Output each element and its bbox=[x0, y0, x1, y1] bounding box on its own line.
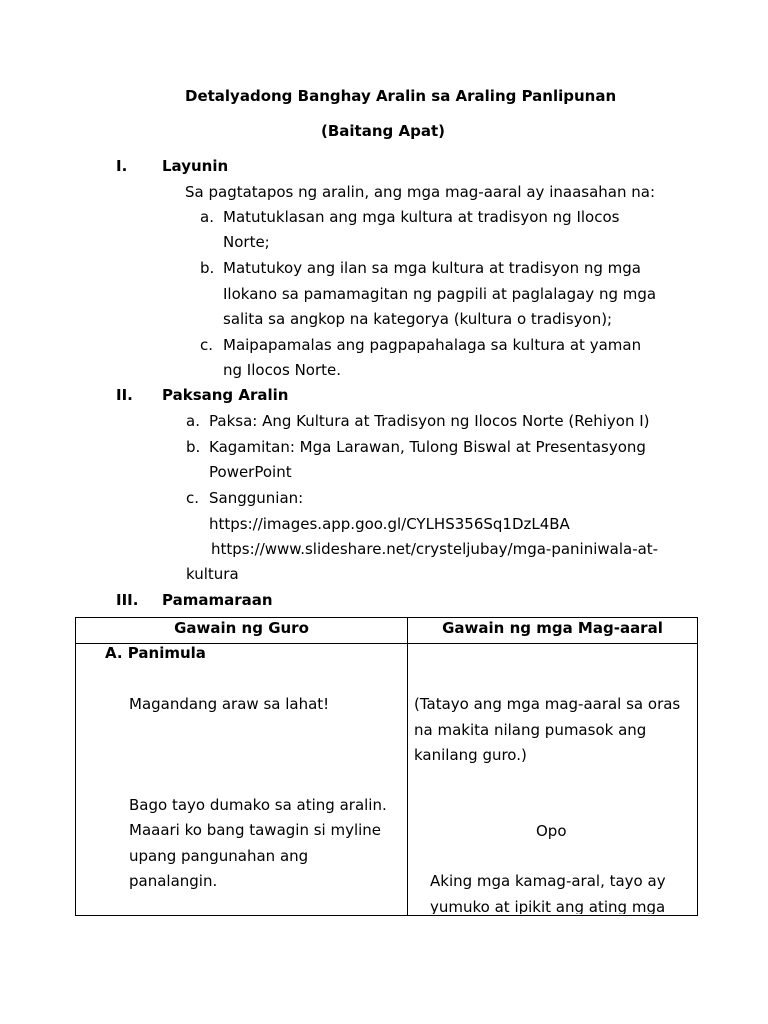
magaaral-response-line: na makita nilang pumasok ang bbox=[414, 721, 647, 739]
magaaral-response-line: kanilang guro.) bbox=[414, 746, 527, 764]
list-item-line: Matutuklasan ang mga kultura at tradisyon ng Ilocos bbox=[223, 208, 620, 226]
magaaral-prayer-line: Aking mga kamag-aral, tayo ay bbox=[430, 872, 666, 890]
table-header-row bbox=[76, 618, 698, 644]
magaaral-response-line: (Tatayo ang mga mag-aaral sa oras bbox=[414, 695, 681, 713]
table-header-guro: Gawain ng Guro bbox=[76, 618, 408, 644]
list-marker: c. bbox=[200, 336, 214, 354]
document-title: Detalyadong Banghay Aralin sa Araling Panlipunan bbox=[185, 87, 617, 105]
section-numeral-paksang-aralin: II. bbox=[116, 386, 133, 404]
list-item-line: salita sa angkop na kategorya (kultura o tradisyon); bbox=[223, 310, 613, 328]
list-marker: b. bbox=[200, 259, 215, 277]
section-numeral-layunin: I. bbox=[116, 157, 128, 175]
guro-prayer-line: upang pangunahan ang bbox=[129, 847, 309, 865]
guro-cell bbox=[76, 644, 408, 916]
magaaral-prayer-line: yumuko at ipikit ang ating mga bbox=[430, 900, 666, 914]
list-item-line: Matutukoy ang ilan sa mga kultura at tradisyon ng mga bbox=[223, 259, 641, 277]
guro-greeting: Magandang araw sa lahat! bbox=[129, 695, 330, 713]
magaaral-reply: Opo bbox=[536, 822, 567, 840]
document-subtitle: (Baitang Apat) bbox=[321, 122, 445, 140]
list-item-line: Ilokano sa pamamagitan ng pagpili at paglalagay ng mga bbox=[223, 285, 657, 303]
table-header-magaaral: Gawain ng mga Mag-aaral bbox=[408, 618, 698, 644]
layunin-intro: Sa pagtatapos ng aralin, ang mga mag-aaral ay inaasahan na: bbox=[185, 183, 655, 201]
table-row bbox=[76, 644, 698, 916]
list-marker: c. bbox=[186, 489, 200, 507]
magaaral-cell bbox=[408, 644, 698, 916]
reference-link[interactable]: https://images.app.goo.gl/CYLHS356Sq1DzL4BA bbox=[209, 515, 570, 533]
lesson-plan-table bbox=[75, 617, 698, 916]
list-item-line: Norte; bbox=[223, 233, 270, 251]
section-heading-pamamaraan: Pamamaraan bbox=[162, 591, 273, 609]
list-marker: a. bbox=[200, 208, 214, 226]
section-heading-paksang-aralin: Paksang Aralin bbox=[162, 386, 289, 404]
guro-prayer-line: Maaari ko bang tawagin si myline bbox=[129, 821, 382, 839]
section-label-panimula: A. Panimula bbox=[105, 644, 206, 662]
list-item-line: Kagamitan: Mga Larawan, Tulong Biswal at Presentasyong bbox=[209, 438, 646, 456]
guro-prayer-line: panalangin. bbox=[129, 872, 218, 890]
list-item-line: Paksa: Ang Kultura at Tradisyon ng Ilocos Norte (Rehiyon I) bbox=[209, 412, 650, 430]
reference-link[interactable]: https://www.slideshare.net/crysteljubay/mga-paniniwala-at- bbox=[211, 540, 659, 558]
reference-link-continuation[interactable]: kultura bbox=[186, 565, 239, 583]
list-marker: b. bbox=[186, 438, 201, 456]
list-item-line: ng Ilocos Norte. bbox=[223, 361, 342, 379]
list-marker: a. bbox=[186, 412, 200, 430]
list-item-line: Maipapamalas ang pagpapahalaga sa kultura at yaman bbox=[223, 336, 642, 354]
section-numeral-pamamaraan: III. bbox=[116, 591, 139, 609]
guro-prayer-line: Bago tayo dumako sa ating aralin. bbox=[129, 796, 387, 814]
list-item-line: PowerPoint bbox=[209, 463, 292, 481]
section-heading-layunin: Layunin bbox=[162, 157, 229, 175]
list-item-line: Sanggunian: bbox=[209, 489, 304, 507]
